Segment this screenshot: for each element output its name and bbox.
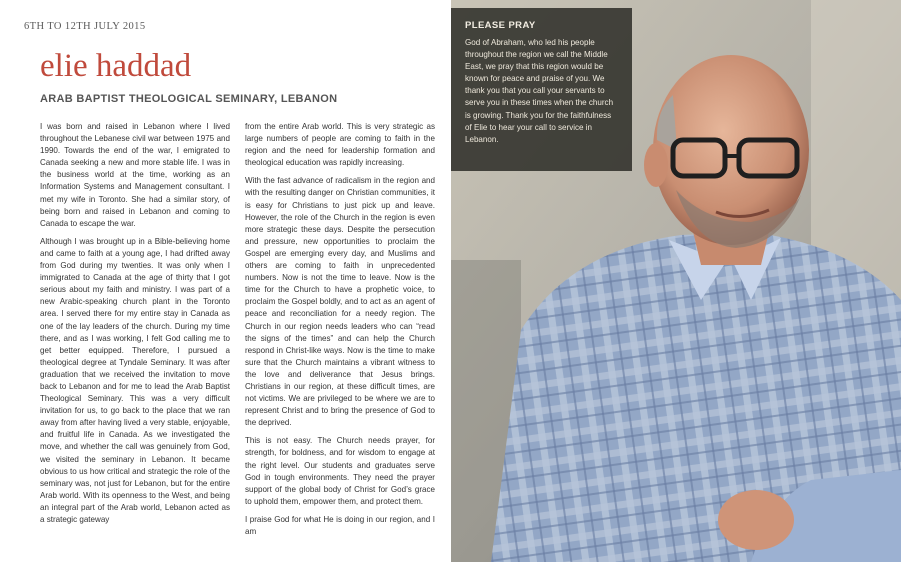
paragraph: Although I was brought up in a Bible-believing home and came to faith at a young age, I had drifted away from God during my twenties. It was only when I immigrated to Canada at the age of thirty that I got serious about my faith and ministry. I was part of a new Arabic-speaking church plant in the Toronto area. I served there for my entire stay in Canada as one of the lay leaders of the church. During my time there, and as I was working, I felt God calling me to get better equipped. Therefore, I pursued a theological degree at Tyndale Seminary. It was after graduation that we received the invitation to move back to Lebanon and for me to lead the Arab Baptist Theological Seminary. This was a very difficult invitation for us, to go back to the place that we ran away from after having lived a very stable, enjoyable, and fruitful life in Canada. As we investigated the move, and whether the call was genuinely from God, we visited the seminary in Lebanon. It became obvious to us how critical and strategic the role of the seminary was, not just for Lebanon, but for the entire Arab world. With its openness to the West, and being an integral part of the Arab world, Lebanon acted as a strategic gateway [40,236,230,524]
organization-title: ARAB BAPTIST THEOLOGICAL SEMINARY, LEBANON [40,93,338,105]
paragraph: from the entire Arab world. This is very strategic as large numbers of people are coming to faith in the region and the need for leadership formation and theological education was rapidly increasing. [245,122,435,168]
prayer-title: PLEASE PRAY [465,20,536,31]
prayer-text: God of Abraham, who led his people throughout the region we call the Middle East, we pray that this region would be known for peace and praise of you. We thank you that you call your servants to serve you in these times when the church is growing. Thank you for the faithfulness of Elie to hear your call to service in Lebanon. [465,38,614,144]
photo-page [451,0,901,562]
paragraph: I was born and raised in Lebanon where I lived throughout the Lebanese civil war between 1975 and 1990. Towards the end of the war, I emigrated to Canada seeking a new and more stable life. I was in the business world at the time, working as an Information Systems and Management consultant. I met my wife in Toronto. She had a similar story, of being born and raised in Lebanon and coming to Canada to escape the war. [40,122,230,228]
paragraph: I praise God for what He is doing in our region, and I am [245,514,435,536]
prayer-box [451,8,632,171]
person-name: elie haddad [40,48,192,84]
issue-date: 6TH TO 12TH JULY 2015 [24,21,146,32]
paragraph: This is not easy. The Church needs prayer, for strength, for boldness, and for wisdom to engage at the right level. Our students and graduates serve God in tough environments. They need the prayer support of the global body of Christ for God’s grace to uphold them, empower them, and protect them. [245,436,435,506]
article-column-2 [245,121,435,544]
article-column-1 [40,121,230,532]
paragraph: With the fast advance of radicalism in the region and with the resulting danger on Christian communities, it is easy for Christians to just pick up and leave. However, the role of the Church in the region is even more strategic these days. Despite the persecution and pressure, new opportunities to proclaim the Gospel are emerging every day, and Muslims and others are coming to faith in unprecedented numbers. Now is not the time to leave. Now is the time for the Church to have a prophetic voice, to proclaim the Gospel boldly, and to act as an agent of peace and reconciliation for a needy region. The Church in our region needs leaders who can “read the signs of the times” and can help the Church respond in Christ-like ways. Now is the time to make sure that the Church maintains a vibrant witness to the love and deliverance that Jesus brings. Christians in our region, at these difficult times, are not victims. We are privileged to be where we are to represent Christ and to bring the presence of God to the deprived. [245,176,435,428]
